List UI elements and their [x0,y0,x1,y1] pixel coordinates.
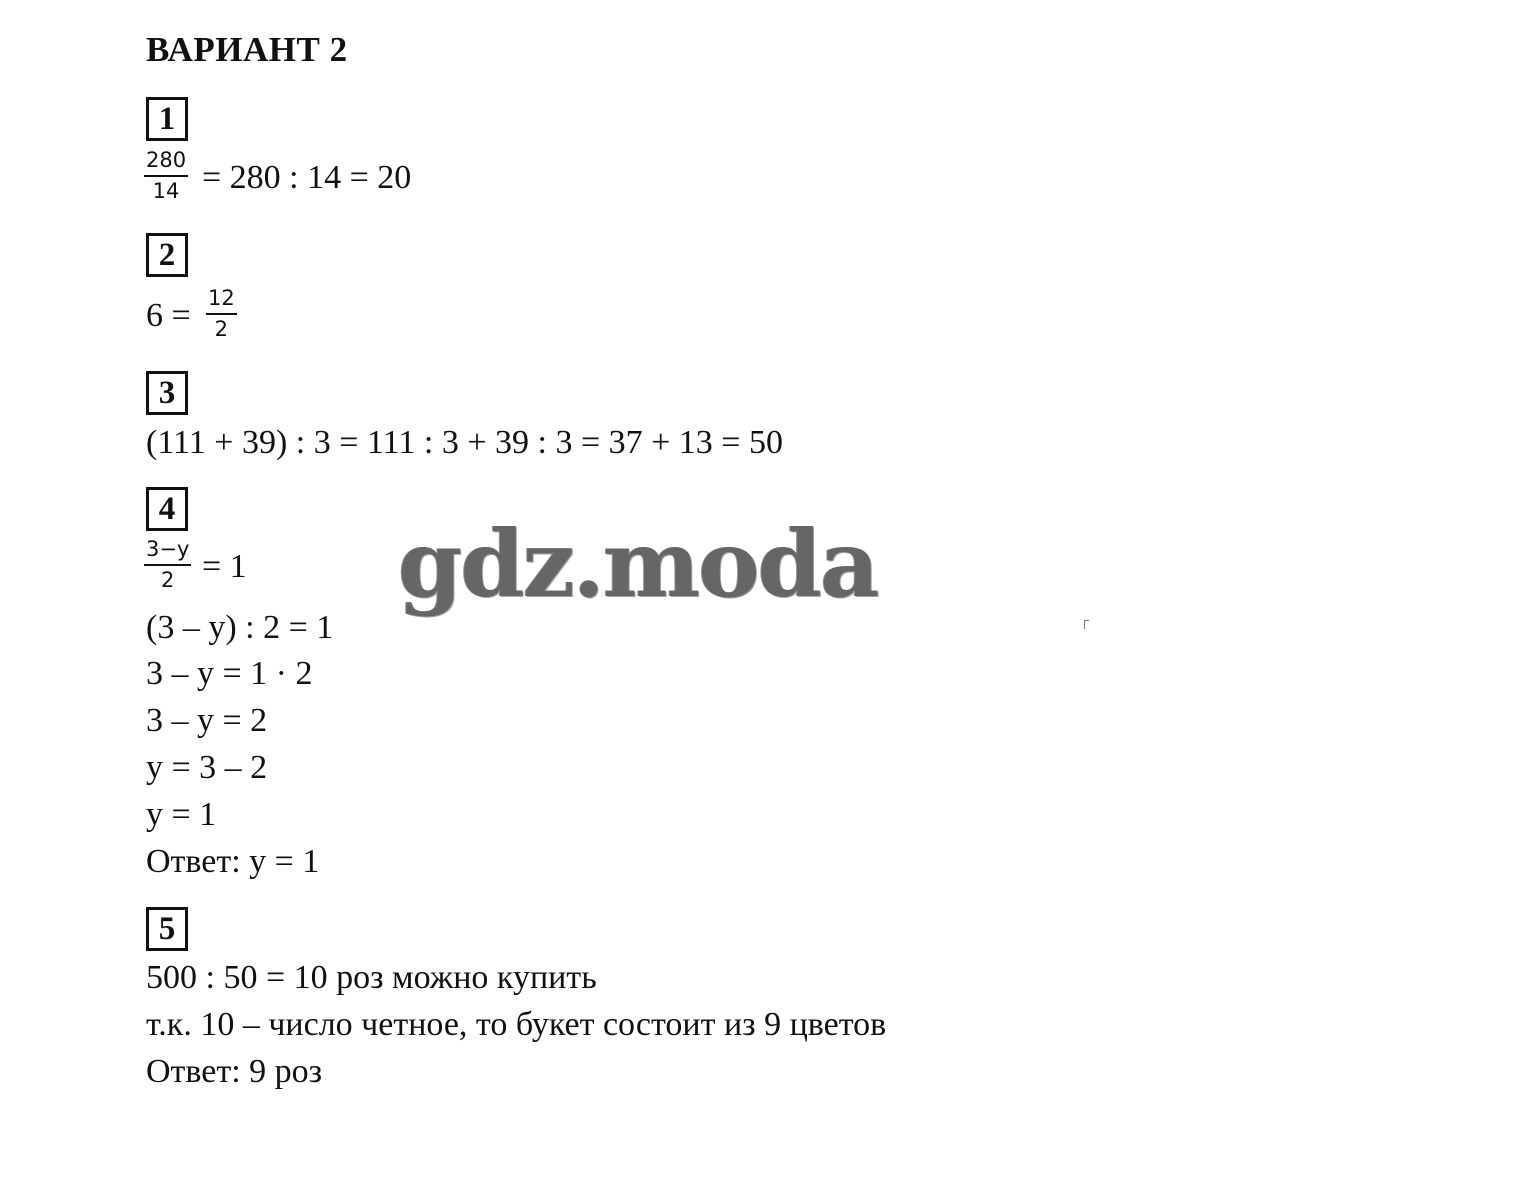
task-1-equation: = 280 : 14 = 20 [202,159,412,196]
task-5-answer: Ответ: 9 роз [146,1053,323,1090]
task-4-step: y = 3 – 2 [146,749,268,786]
fraction-280-14 [144,148,188,203]
fraction-numerator: 3−y [144,537,191,566]
task-4-step: y = 1 [146,796,217,833]
task-5-step: 500 : 50 = 10 роз можно купить [146,959,597,996]
page-title: ВАРИАНТ 2 [146,30,348,69]
task-number-2: 2 [146,233,188,277]
fraction-12-2 [206,286,237,341]
watermark: gdz.moda [398,510,878,618]
task-number-1: 1 [146,97,188,141]
task-4-step: (3 – y) : 2 = 1 [146,609,334,646]
task-4-answer: Ответ: y = 1 [146,843,320,880]
task-4-step: 3 – y = 1 · 2 [146,655,313,692]
task-number-5: 5 [146,907,188,951]
stray-mark [1084,620,1089,629]
task-4-step: 3 – y = 2 [146,702,268,739]
fraction-3-minus-y-2 [144,537,191,592]
fraction-denominator: 2 [161,568,175,592]
task-2-prefix: 6 = [146,297,191,334]
fraction-denominator: 2 [214,317,229,341]
fraction-denominator: 14 [152,179,180,203]
task-3-equation: (111 + 39) : 3 = 111 : 3 + 39 : 3 = 37 + 13 = 50 [146,424,783,461]
task-number-4: 4 [146,487,188,531]
fraction-numerator: 12 [206,286,237,315]
task-5-step: т.к. 10 – число четное, то букет состоит из 9 цветов [146,1006,887,1043]
task-number-3: 3 [146,371,188,415]
fraction-numerator: 280 [144,148,188,177]
task-4-equation: = 1 [202,548,247,585]
